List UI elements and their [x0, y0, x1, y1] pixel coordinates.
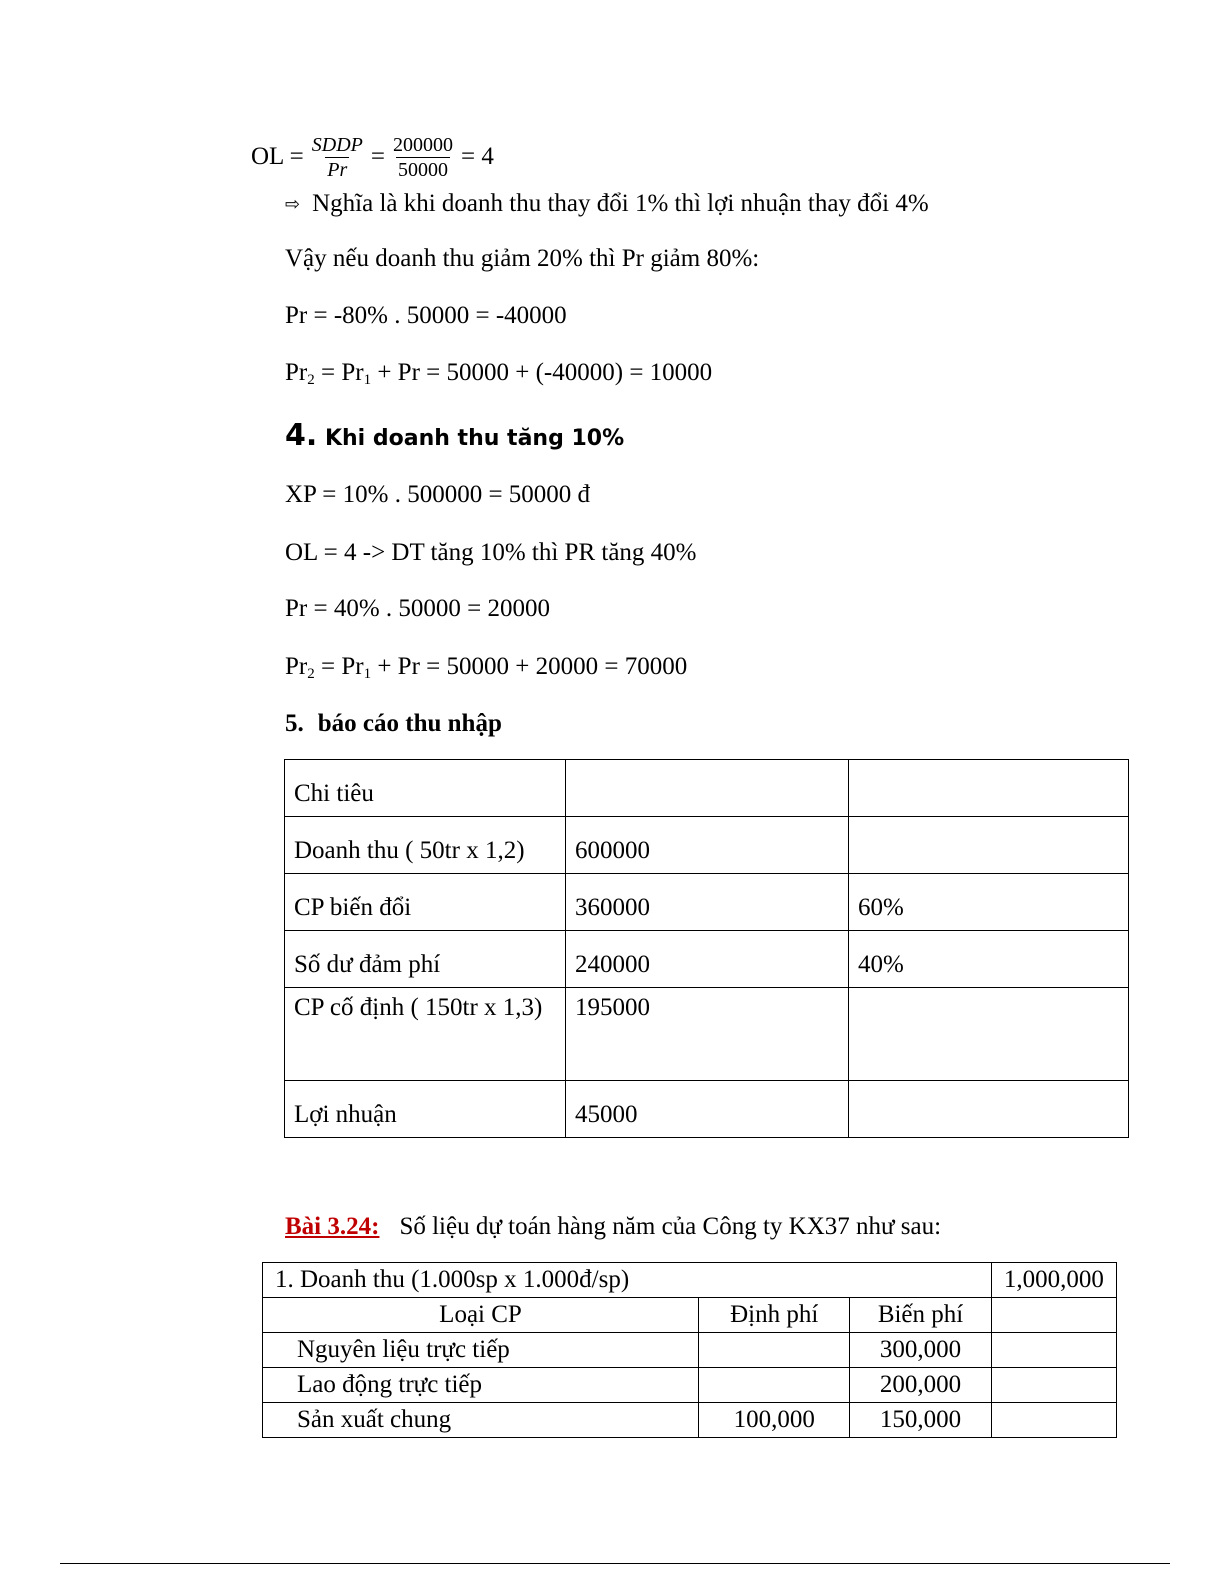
fraction-numerator: SDDP — [311, 133, 363, 156]
fraction-denominator: Pr — [327, 158, 348, 181]
table-header-row — [263, 1298, 1117, 1333]
table-row — [263, 1403, 1117, 1438]
fraction-denominator: 50000 — [397, 158, 448, 181]
section-title: Khi doanh thu tăng 10% — [324, 426, 625, 451]
table-cell-value — [566, 760, 849, 817]
table-cell-empty — [991, 1368, 1116, 1403]
text-line: XP = 10% . 500000 = 50000 đ — [285, 481, 591, 508]
implication-text: Nghĩa là khi doanh thu thay đổi 1% thì lợi nhuận thay đổi 4% — [312, 190, 929, 217]
table-cell-ratio — [849, 760, 1129, 817]
cost-variable: 300,000 — [850, 1333, 991, 1368]
table-cell-ratio: 60% — [849, 874, 1129, 931]
table-cell-ratio — [849, 988, 1129, 1081]
text-line: OL = 4 -> DT tăng 10% thì PR tăng 40% — [285, 539, 697, 566]
table-cell-label: CP cố định ( 150tr x 1,3) — [285, 988, 566, 1081]
section-5-heading — [285, 710, 502, 738]
cost-name: Sản xuất chung — [263, 1403, 699, 1438]
table-cell-label: Chi tiêu — [285, 760, 566, 817]
text-line: $Pr_2 = Pr_1 + Pr = 50000 + (-40000) = 10000$ — [285, 359, 713, 388]
table-cell-ratio: 40% — [849, 931, 1129, 988]
budget-table — [262, 1262, 1117, 1438]
table-cell-label: CP biến đổi — [285, 874, 566, 931]
table-row — [263, 1368, 1117, 1403]
section-number: 5. — [285, 710, 304, 737]
exercise-text: Số liệu dự toán hàng năm của Công ty KX37 như sau: — [399, 1213, 942, 1240]
ol-formula — [251, 128, 494, 186]
table-cell-empty — [991, 1298, 1116, 1333]
table-row — [285, 1081, 1129, 1138]
income-statement-table — [284, 759, 1129, 1138]
arrow-icon: ⇨ — [285, 193, 301, 215]
revenue-label: 1. Doanh thu (1.000sp x 1.000đ/sp) — [263, 1263, 992, 1298]
formula-equals: = — [370, 143, 385, 170]
page-divider — [60, 1563, 1170, 1564]
text-line: Pr = 40% . 50000 = 20000 — [285, 595, 551, 622]
cost-fixed — [699, 1333, 850, 1368]
formula-lhs: OL = — [251, 143, 304, 170]
table-cell-value: 600000 — [566, 817, 849, 874]
table-row — [263, 1333, 1117, 1368]
table-cell-label: Số dư đảm phí — [285, 931, 566, 988]
cost-name: Lao động trực tiếp — [263, 1368, 699, 1403]
fraction-numerator: 200000 — [392, 133, 453, 156]
cost-fixed — [699, 1368, 850, 1403]
cost-variable: 150,000 — [850, 1403, 991, 1438]
table-row — [285, 817, 1129, 874]
table-cell-label: Doanh thu ( 50tr x 1,2) — [285, 817, 566, 874]
exercise-label: Bài 3.24: — [285, 1213, 380, 1240]
section-title: báo cáo thu nhập — [317, 710, 502, 737]
table-row — [285, 760, 1129, 817]
exercise-heading — [285, 1213, 941, 1241]
table-cell-label: Lợi nhuận — [285, 1081, 566, 1138]
implication-line — [285, 190, 929, 218]
fraction-values — [391, 133, 455, 182]
table-cell-value: 240000 — [566, 931, 849, 988]
revenue-value: 1,000,000 — [991, 1263, 1116, 1298]
cost-name: Nguyên liệu trực tiếp — [263, 1333, 699, 1368]
text-line: Vậy nếu doanh thu giảm 20% thì Pr giảm 80%: — [285, 245, 760, 272]
table-row — [285, 988, 1129, 1081]
table-cell-value: 45000 — [566, 1081, 849, 1138]
section-4-heading — [285, 418, 624, 453]
cost-fixed: 100,000 — [699, 1403, 850, 1438]
column-header-fixed: Định phí — [699, 1298, 850, 1333]
table-cell-value: 360000 — [566, 874, 849, 931]
cost-variable: 200,000 — [850, 1368, 991, 1403]
column-header-type: Loại CP — [263, 1298, 699, 1333]
fraction-sddp-pr — [310, 133, 365, 182]
table-row — [263, 1263, 1117, 1298]
formula-result: = 4 — [460, 143, 494, 170]
table-cell-empty — [991, 1333, 1116, 1368]
table-row — [285, 931, 1129, 988]
column-header-variable: Biến phí — [850, 1298, 991, 1333]
table-cell-ratio — [849, 1081, 1129, 1138]
table-cell-ratio — [849, 817, 1129, 874]
text-line: $Pr_2 = Pr_1 + Pr = 50000 + 20000 = 70000$ — [285, 653, 688, 682]
text-line: Pr = -80% . 50000 = -40000 — [285, 302, 567, 329]
section-number: 4. — [285, 418, 318, 453]
table-row — [285, 874, 1129, 931]
table-cell-empty — [991, 1403, 1116, 1438]
table-cell-value: 195000 — [566, 988, 849, 1081]
